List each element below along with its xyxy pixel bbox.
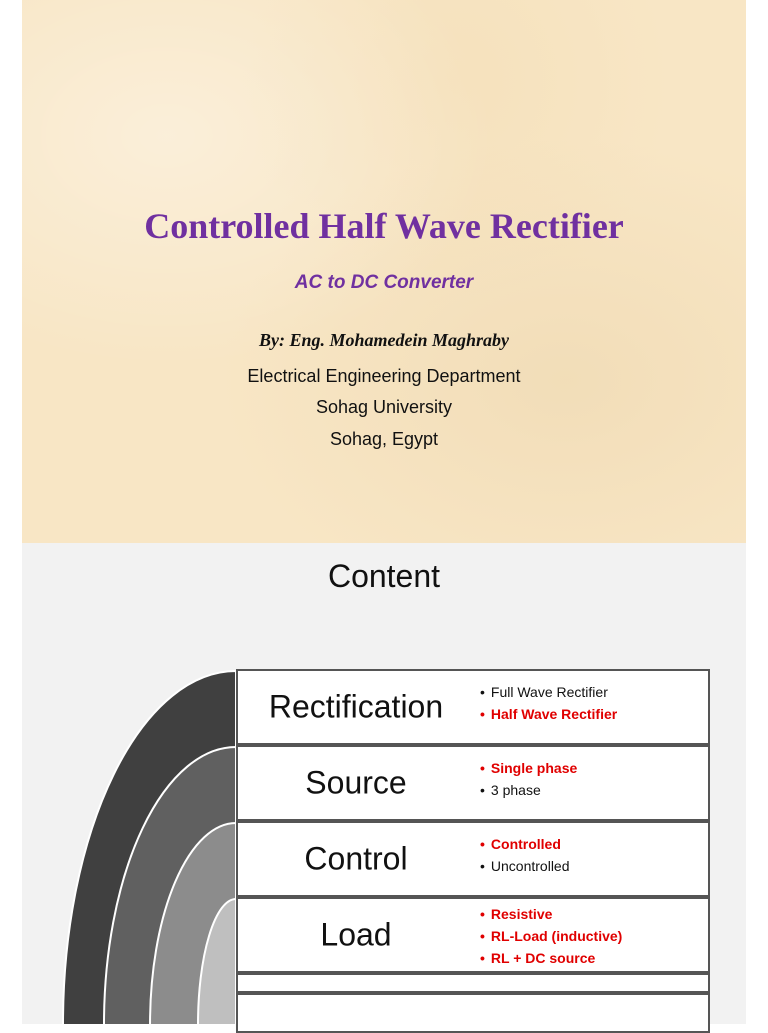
left-gutter [0,0,22,1024]
bullet-item: • 3 phase [480,779,577,801]
right-gutter [746,0,768,1024]
content-title: Content [327,558,441,594]
row-empty [236,973,710,993]
title-slide [22,0,746,543]
row-label: Load [320,916,392,953]
slide-subtitle: AC to DC Converter [294,272,474,293]
content-slide [22,543,746,1024]
bullet-item: • RL-Load (inductive) [480,925,622,947]
university-line: Sohag University [315,397,453,417]
row-label: Rectification [268,688,444,725]
bullet-list [480,757,577,801]
slide-title: Controlled Half Wave Rectifier [144,206,624,246]
row-source [236,745,710,821]
bullet-list [480,681,617,725]
bullet-list [480,903,622,969]
author-line: By: Eng. Mohamedein Maghraby [258,330,510,350]
row-control [236,821,710,897]
row-rectification [236,669,710,745]
bullet-item: • Half Wave Rectifier [480,703,617,725]
row-load [236,897,710,973]
bullet-item: • Single phase [480,757,577,779]
department-line: Electrical Engineering Department [247,366,521,386]
bullet-item: • Resistive [480,903,622,925]
bullet-list [480,833,570,877]
row-label: Control [304,840,408,877]
bullet-item: • RL + DC source [480,947,622,969]
row-empty [236,993,710,1033]
location-line: Sohag, Egypt [329,429,439,449]
bullet-item: • Controlled [480,833,570,855]
bullet-item: • Full Wave Rectifier [480,681,617,703]
row-label: Source [305,764,407,801]
bullet-item: • Uncontrolled [480,855,570,877]
